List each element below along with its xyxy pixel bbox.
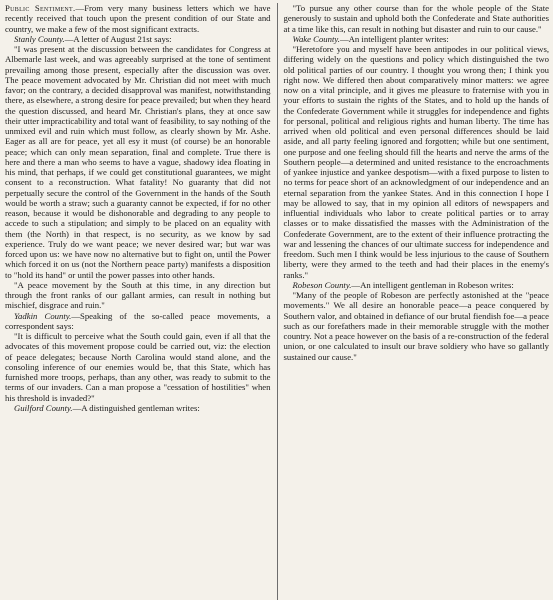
robeson-quote: "Many of the people of Robeson are perfectly astonished at the "peace movements." We all desire an honorable peace—a peace conquered by Southern valor, and obtained in defiance of our brutal fiendish foe—a peace such as our forefathers made in their memorable struggle with the mother country. Not a peace however on the basis of a re-construction of the federal union, or one calculated to insult our brave soldiery who have so gallantly sustained our cause." — [283, 290, 550, 362]
guilford-heading: Guilford County.—A distinguished gentleman writes: — [14, 402, 200, 413]
guilford-quote: "To pursue any other course than for the whole people of the State generously to sustain and uphold both the Confederate and State authorities at a time like this, can result in nothing but disaster and ruin to our cause." — [283, 3, 550, 34]
stanly-quote-2: "A peace movement by the South at this time, in any direction but through the front ranks of our gallant armies, can result in nothing but mischief, disgrace and ruin." — [5, 279, 271, 311]
left-column — [5, 3, 277, 600]
yadkin-heading: Yadkin County.—Speaking of the so-called peace movements, a correspondent says: — [5, 310, 271, 331]
intro-paragraph: Public Sentiment.—From very many business letters which we have recently received that touch upon the present condition of our State and country, we make a few of the most significant extracts. — [5, 3, 271, 34]
stanly-heading: Stanly County.—A letter of August 21st says: — [14, 33, 172, 44]
yadkin-quote: "It is difficult to perceive what the South could gain, even if all that the advocates of this movement propose could be carried out, viz: the election of peace delegates; because North Carolina would stand alone, and the consoling inference of our enemies would be, that this State, which has furnished more troops, perhaps, than any other, was ready to submit to the terms of our invaders. Can a man propose a "cessation of hostilities" when his threshold is invaded?" — [5, 331, 271, 403]
stanly-quote-1: "I was present at the discussion between the candidates for Congress at Albemarle last week, and was agreeably surprised at the tone of sentiment prevailing among those present, especially after the discussion was over. The peace movement advocated by Mr. Christian did not meet with much favor; on the contrary, a decided disapproval was manifest, notwithstanding there, as elsewhere, a strong desire for peace prevailed; but when they heard the question discussed, and heard Mr. Christian's plans, they at once saw their utter impracticability and total want of feasibility, to say nothing of the unmixed evil and ruin which must follow, as clearly shown by Mr. Ashe. Eager as all are for peace, yet all esy it must (of course) be an honorable peace; which can only mean separation, final and complete. True there is here and there a man who seems to have a vague, shadowy idea floating in his mind, that perhaps, if we could get constitutional guarantees, we might consent to a reconstruction. What fatality! No guaranty that did not perpetually secure the control of the Government in the hands of the South would be worth a straw; such a guaranty cannot be expected, if for no other reason, because it would be dishonorable and degrading to any people to accede to such a stipulation; and simply to be placed on an equality with them (the North) in that respect, is no security, as we know by sad experience. Truly do we want peace; we never desired war; but war was forced upon us: we have now no alternative but to fight on, until the Power which forced it on us (not the Northern peace party) manifests a disposition to "hold its hand" or until the power passes into other hands. — [5, 44, 271, 280]
wake-quote: "Heretofore you and myself have been antipodes in our political views, differing widely on the questions and policy which distinguished the two old political parties of our country. I thought you wrong then; I think you right now. We differed then about comparatively minor matters: we agree now on a vital principle, and it gives me pleasure to fraternise with you in your efforts to sustain the rights of the States, and to hold up the hands of the Confederate Government while it struggles for independence and fights for personal, political and religious rights and human liberty. The time has arrived when old political and even personal differences should be laid aside, and all party feeling ignored and forgotten; while but one sentiment, one purpose and one feeling should fill the hearts and nerve the arms of the Southern people—a determined and united resistance to the encroachments of yankee injustice and yankee despotism—with a fixed purpose to listen to no terms for peace short of an acknowledgment of our independence and an eternal separation from the yankee States. And in this connection I hope I may be allowed to say, that in my opinion all editors of newspapers and influential individuals who labor to create political parties or to array classes or to make dissatisfied the masses with the Administration of the Confederate Government, are to the extent of their influence protracting the war and lessening the chances of our ultimate success for independence and freedom. Such men I think would be less injurious to the cause of Southern liberty, were they armed to the teeth and had their places in the enemy's ranks." — [283, 44, 550, 280]
right-column — [278, 3, 550, 600]
robeson-heading: Robeson County.—An intelligent gentleman in Robeson writes: — [292, 279, 514, 290]
section-heading-public-sentiment: Public Sentiment. — [5, 3, 76, 13]
wake-heading: Wake County.—An intelligent planter writes: — [292, 33, 449, 44]
